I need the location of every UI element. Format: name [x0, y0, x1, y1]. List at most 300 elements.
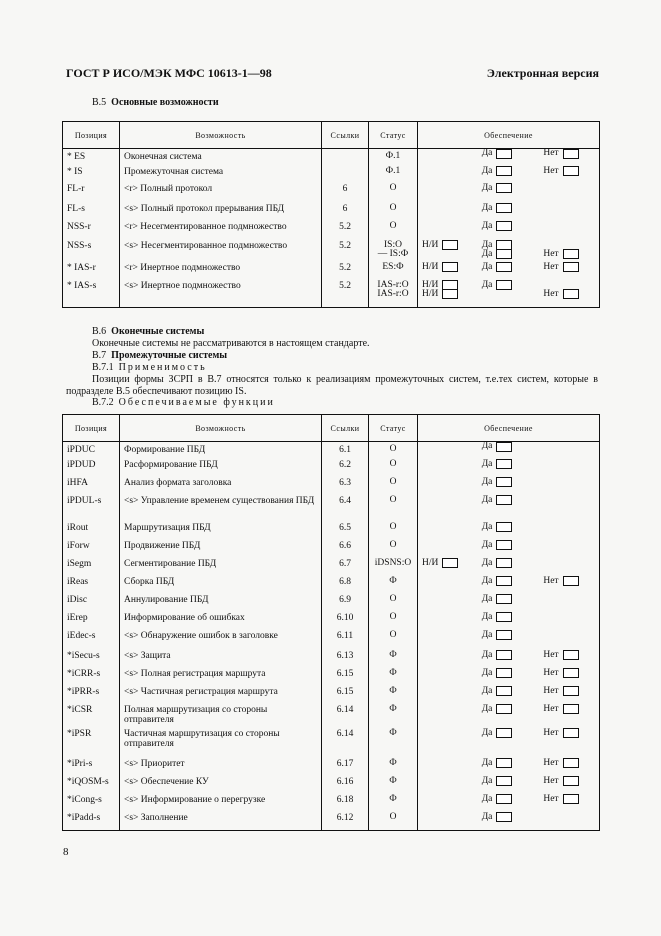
- support-no-line: [543, 222, 599, 231]
- support-na-line: [422, 813, 470, 822]
- support-cell: [418, 281, 600, 308]
- document-header-title: ГОСТ Р ИСО/МЭК МФС 10613-1—98: [66, 66, 272, 80]
- support-no-column: [543, 523, 599, 532]
- support-cell: [418, 613, 600, 631]
- support-yes-line: [482, 795, 544, 804]
- support-no-line: [543, 651, 599, 660]
- support-yes-label: Да: [481, 593, 493, 604]
- support-na-line: [422, 523, 470, 532]
- position-cell: *iPRR-s: [63, 687, 120, 705]
- support-no-line: [543, 669, 599, 678]
- support-yes-line: [482, 613, 544, 622]
- support-na-column: [418, 460, 470, 469]
- support-no-column: [543, 559, 599, 568]
- support-cell: [418, 795, 600, 813]
- support-yes-column: [470, 541, 544, 550]
- reference-cell: 6.7: [322, 559, 369, 577]
- support-yes-column: [470, 460, 544, 469]
- support-yes-checkbox[interactable]: [496, 540, 512, 550]
- reference-cell: 6.8: [322, 577, 369, 595]
- status-cell: [369, 613, 418, 631]
- support-group: [418, 729, 599, 738]
- status-cell: [369, 577, 418, 595]
- support-na-label: Н/И: [422, 288, 439, 299]
- support-yes-line: [482, 541, 544, 550]
- support-yes-column: [470, 496, 544, 505]
- support-no-checkbox[interactable]: [563, 758, 579, 768]
- support-na-column: [418, 241, 470, 259]
- support-yes-label: Да: [481, 667, 493, 678]
- support-yes-column: [470, 167, 544, 176]
- table-row: [63, 759, 600, 777]
- section-b6-number: В.6: [92, 326, 107, 337]
- support-yes-line: [482, 595, 544, 604]
- support-yes-checkbox[interactable]: [496, 576, 512, 586]
- section-b6-text: Оконечные системы не рассматриваются в настоящем стандарте.: [92, 338, 370, 349]
- support-no-column: [543, 669, 599, 678]
- support-group: [418, 478, 599, 487]
- capability-cell: Сборка ПБД: [120, 577, 322, 595]
- status-line: ES:Ф: [382, 261, 404, 272]
- support-yes-label: Да: [481, 811, 493, 822]
- support-yes-checkbox[interactable]: [496, 704, 512, 714]
- support-group: [418, 281, 599, 299]
- support-group: [418, 631, 599, 640]
- support-yes-column: [470, 263, 544, 272]
- support-na-line: [422, 167, 470, 176]
- reference-cell: 5.2: [322, 222, 369, 241]
- support-na-line: [422, 442, 470, 451]
- support-no-label: Нет: [543, 757, 559, 768]
- support-no-checkbox[interactable]: [563, 704, 579, 714]
- status-line: О: [389, 593, 397, 604]
- support-na-column: [418, 651, 470, 660]
- support-cell: [418, 167, 600, 184]
- status-line: Ф: [389, 685, 397, 696]
- status-cell: [369, 241, 418, 263]
- table-row: [63, 204, 600, 222]
- support-no-checkbox[interactable]: [563, 289, 579, 299]
- support-group: [418, 460, 599, 469]
- position-cell: *iPSR: [63, 729, 120, 759]
- position-cell: FL-r: [63, 184, 120, 204]
- support-group: [418, 149, 599, 158]
- table-row: [63, 281, 600, 308]
- support-group: [418, 687, 599, 696]
- support-yes-label: Да: [481, 476, 493, 487]
- capability-cell: <s> Инертное подмножество: [120, 281, 322, 308]
- support-cell: [418, 631, 600, 651]
- support-yes-line: [482, 184, 544, 193]
- support-no-line: [543, 167, 599, 176]
- status-cell: [369, 729, 418, 759]
- position-cell: * IAS-s: [63, 281, 120, 308]
- support-no-checkbox[interactable]: [563, 686, 579, 696]
- support-yes-column: [470, 559, 544, 568]
- capability-cell: Аннулирование ПБД: [120, 595, 322, 613]
- status-cell: [369, 541, 418, 559]
- capability-cell: <r> Несегментированное подмножество: [120, 222, 322, 241]
- support-na-label: Н/И: [422, 557, 439, 568]
- col-header-status: Статус: [369, 122, 418, 149]
- support-yes-line: [482, 559, 544, 568]
- support-cell: [418, 478, 600, 496]
- support-no-checkbox[interactable]: [563, 262, 579, 272]
- support-na-checkbox[interactable]: [442, 289, 458, 299]
- support-no-label: Нет: [543, 649, 559, 660]
- support-yes-checkbox[interactable]: [496, 650, 512, 660]
- support-yes-label: Да: [481, 261, 493, 272]
- reference-cell: 5.2: [322, 241, 369, 263]
- support-yes-label: Да: [481, 165, 493, 176]
- reference-cell: 6.11: [322, 631, 369, 651]
- support-yes-line: [482, 523, 544, 532]
- support-yes-checkbox[interactable]: [496, 668, 512, 678]
- support-na-column: [418, 204, 470, 213]
- support-no-column: [543, 777, 599, 786]
- support-yes-line: [482, 478, 544, 487]
- support-yes-checkbox[interactable]: [496, 558, 512, 568]
- capability-cell: <s> Полная регистрация маршрута: [120, 669, 322, 687]
- support-yes-checkbox[interactable]: [496, 262, 512, 272]
- support-na-column: [418, 613, 470, 622]
- position-cell: *iPadd-s: [63, 813, 120, 831]
- support-yes-line: [482, 759, 544, 768]
- support-no-line: [543, 290, 599, 299]
- capability-cell: <s> Несегментированное подмножество: [120, 241, 322, 263]
- status-line: Ф: [389, 793, 397, 804]
- support-yes-column: [470, 613, 544, 622]
- support-no-checkbox[interactable]: [563, 166, 579, 176]
- support-yes-checkbox[interactable]: [496, 203, 512, 213]
- col-header-references: Ссылки: [322, 415, 369, 442]
- status-cell: [369, 167, 418, 184]
- support-na-column: [418, 669, 470, 678]
- support-no-checkbox[interactable]: [563, 249, 579, 259]
- table-row: [63, 222, 600, 241]
- status-line: О: [389, 521, 397, 532]
- support-na-column: [418, 167, 470, 176]
- support-yes-label: Да: [481, 727, 493, 738]
- capability-cell: <s> Полный протокол прерывания ПБД: [120, 204, 322, 222]
- support-yes-checkbox[interactable]: [496, 776, 512, 786]
- support-yes-checkbox[interactable]: [496, 728, 512, 738]
- support-yes-line: [482, 777, 544, 786]
- support-cell: [418, 222, 600, 241]
- support-no-column: [543, 442, 599, 451]
- section-b71-title: Применимость: [118, 362, 207, 373]
- support-na-checkbox[interactable]: [442, 262, 458, 272]
- support-na-column: [418, 577, 470, 586]
- support-no-line: [543, 729, 599, 738]
- status-line: IAS-r:O: [377, 288, 409, 299]
- status-cell: [369, 559, 418, 577]
- status-line: IS:O: [384, 239, 402, 250]
- support-no-label: Нет: [543, 775, 559, 786]
- capability-cell: <s> Заполнение: [120, 813, 322, 831]
- support-yes-checkbox[interactable]: [496, 794, 512, 804]
- reference-cell: 6.17: [322, 759, 369, 777]
- support-group: [418, 222, 599, 231]
- position-cell: NSS-r: [63, 222, 120, 241]
- section-b5-number: В.5: [92, 97, 107, 108]
- col-header-position: Позиция: [63, 122, 120, 149]
- support-yes-label: Да: [481, 575, 493, 586]
- table-row: [63, 613, 600, 631]
- table-row: [63, 777, 600, 795]
- support-group: [418, 241, 599, 259]
- support-yes-line: [482, 281, 544, 290]
- support-group: [418, 559, 599, 568]
- support-na-line: [422, 687, 470, 696]
- section-b7-title: Промежуточные системы: [111, 350, 228, 361]
- support-no-column: [543, 595, 599, 604]
- support-yes-label: Да: [481, 685, 493, 696]
- support-no-label: Нет: [543, 793, 559, 804]
- support-yes-checkbox[interactable]: [496, 594, 512, 604]
- col-header-support: Обеспечение: [418, 415, 600, 442]
- support-no-line: [543, 759, 599, 768]
- section-b7-number: В.7: [92, 350, 107, 361]
- position-cell: iErep: [63, 613, 120, 631]
- support-no-line: [543, 496, 599, 505]
- capability-cell: <s> Управление временем существования ПБД: [120, 496, 322, 523]
- support-no-line: [543, 577, 599, 586]
- support-no-line: [543, 559, 599, 568]
- support-yes-checkbox[interactable]: [496, 149, 512, 159]
- support-no-column: [543, 687, 599, 696]
- support-yes-line: [482, 577, 544, 586]
- support-no-column: [543, 222, 599, 231]
- support-yes-column: [470, 777, 544, 786]
- table-row: [63, 795, 600, 813]
- support-yes-column: [470, 631, 544, 640]
- support-no-column: [543, 167, 599, 176]
- support-na-column: [418, 777, 470, 786]
- position-cell: iPDUD: [63, 460, 120, 478]
- support-group: [418, 813, 599, 822]
- document-header-version: Электронная версия: [486, 66, 599, 80]
- support-na-column: [418, 631, 470, 640]
- support-na-column: [418, 281, 470, 299]
- capability-cell: <s> Защита: [120, 651, 322, 669]
- support-yes-checkbox[interactable]: [496, 812, 512, 822]
- support-group: [418, 442, 599, 451]
- support-no-line: [543, 478, 599, 487]
- capability-cell: Формирование ПБД: [120, 442, 322, 460]
- support-yes-checkbox[interactable]: [496, 686, 512, 696]
- support-yes-column: [470, 523, 544, 532]
- section-b6-heading: [92, 326, 204, 337]
- support-yes-checkbox[interactable]: [496, 249, 512, 259]
- support-yes-checkbox[interactable]: [496, 630, 512, 640]
- position-cell: iRout: [63, 523, 120, 541]
- reference-cell: 6.6: [322, 541, 369, 559]
- support-yes-column: [470, 149, 544, 158]
- support-no-checkbox[interactable]: [563, 794, 579, 804]
- capability-cell: <r> Полный протокол: [120, 184, 322, 204]
- table-row: [63, 184, 600, 204]
- reference-cell: 6.5: [322, 523, 369, 541]
- support-no-column: [543, 478, 599, 487]
- support-group: [418, 204, 599, 213]
- reference-cell: 6.1: [322, 442, 369, 460]
- capability-cell: Информирование об ошибках: [120, 613, 322, 631]
- support-yes-checkbox[interactable]: [496, 459, 512, 469]
- support-no-label: Нет: [543, 727, 559, 738]
- support-yes-label: Да: [481, 279, 493, 290]
- reference-cell: 6.14: [322, 729, 369, 759]
- support-na-line: [422, 651, 470, 660]
- col-header-references: Ссылки: [322, 122, 369, 149]
- support-no-checkbox[interactable]: [563, 149, 579, 159]
- support-no-checkbox[interactable]: [563, 668, 579, 678]
- support-yes-checkbox[interactable]: [496, 612, 512, 622]
- support-no-label: Нет: [543, 703, 559, 714]
- support-group: [418, 613, 599, 622]
- support-na-line: [422, 496, 470, 505]
- support-no-line: [543, 705, 599, 714]
- support-group: [418, 705, 599, 714]
- support-na-line: [422, 729, 470, 738]
- support-na-column: [418, 813, 470, 822]
- support-na-line: [422, 613, 470, 622]
- support-no-column: [543, 651, 599, 660]
- support-na-line: [422, 631, 470, 640]
- position-cell: *iPri-s: [63, 759, 120, 777]
- support-na-line: [422, 204, 470, 213]
- position-cell: iPDUL-s: [63, 496, 120, 523]
- status-cell: [369, 705, 418, 729]
- position-cell: *iSecu-s: [63, 651, 120, 669]
- support-no-label: Нет: [543, 148, 559, 158]
- position-cell: iEdec-s: [63, 631, 120, 651]
- table-row: [63, 651, 600, 669]
- status-cell: [369, 631, 418, 651]
- support-na-column: [418, 705, 470, 714]
- support-no-checkbox[interactable]: [563, 576, 579, 586]
- status-cell: [369, 442, 418, 460]
- support-na-line: [422, 705, 470, 714]
- support-yes-checkbox[interactable]: [496, 477, 512, 487]
- reference-cell: 6.18: [322, 795, 369, 813]
- support-yes-checkbox[interactable]: [496, 442, 512, 452]
- section-b5-heading: [92, 97, 219, 108]
- support-na-column: [418, 184, 470, 193]
- support-yes-label: Да: [481, 521, 493, 532]
- support-no-checkbox[interactable]: [563, 776, 579, 786]
- status-cell: [369, 813, 418, 831]
- support-yes-line: [482, 729, 544, 738]
- support-na-label: Н/И: [422, 261, 439, 272]
- position-cell: * IAS-r: [63, 263, 120, 281]
- support-na-column: [418, 442, 470, 451]
- support-yes-line: [482, 496, 544, 505]
- support-na-column: [418, 729, 470, 738]
- support-no-line: [543, 541, 599, 550]
- status-cell: [369, 222, 418, 241]
- support-yes-checkbox[interactable]: [496, 758, 512, 768]
- support-no-checkbox[interactable]: [563, 728, 579, 738]
- reference-cell: 6.10: [322, 613, 369, 631]
- support-yes-checkbox[interactable]: [496, 522, 512, 532]
- position-cell: iForw: [63, 541, 120, 559]
- page-number: 8: [63, 846, 69, 858]
- support-na-checkbox[interactable]: [442, 240, 458, 250]
- capability-cell: <s> Частичная регистрация маршрута: [120, 687, 322, 705]
- support-yes-label: Да: [481, 441, 493, 451]
- table-row: [63, 669, 600, 687]
- support-no-column: [543, 149, 599, 158]
- status-cell: [369, 204, 418, 222]
- support-na-line: [422, 250, 470, 259]
- table-row: [63, 496, 600, 523]
- support-no-column: [543, 496, 599, 505]
- support-na-line: [422, 184, 470, 193]
- support-na-line: [422, 541, 470, 550]
- support-na-column: [418, 559, 470, 568]
- support-yes-column: [470, 577, 544, 586]
- support-cell: [418, 523, 600, 541]
- support-group: [418, 669, 599, 678]
- status-line: О: [389, 220, 397, 231]
- status-line: О: [389, 476, 397, 487]
- status-cell: [369, 651, 418, 669]
- support-no-checkbox[interactable]: [563, 650, 579, 660]
- status-line: Ф.1: [385, 151, 401, 161]
- support-no-column: [543, 759, 599, 768]
- support-no-label: Нет: [543, 248, 559, 259]
- support-cell: [418, 651, 600, 669]
- reference-cell: 6.2: [322, 460, 369, 478]
- support-yes-checkbox[interactable]: [496, 495, 512, 505]
- support-na-line: [422, 478, 470, 487]
- support-na-column: [418, 687, 470, 696]
- support-cell: [418, 759, 600, 777]
- support-na-column: [418, 222, 470, 231]
- capability-cell: Частичная маршрутизация со стороны отправителя: [120, 729, 322, 759]
- support-yes-checkbox[interactable]: [496, 280, 512, 290]
- status-line: Ф: [389, 703, 397, 714]
- status-line: О: [389, 202, 397, 213]
- status-cell: [369, 460, 418, 478]
- support-no-column: [543, 263, 599, 272]
- support-cell: [418, 669, 600, 687]
- support-yes-checkbox[interactable]: [496, 221, 512, 231]
- support-yes-label: Да: [481, 148, 493, 158]
- section-b71-number: В.7.1: [92, 362, 114, 373]
- position-cell: *iCSR: [63, 705, 120, 729]
- capability-cell: <s> Информирование о перегрузке: [120, 795, 322, 813]
- section-b71-text: Позиции формы ЗСРП в В.7 относятся только к реализациям промежуточных систем, т.е.тех систем, которые в подразделе В.5 обеспечивают позицию IS.: [66, 374, 598, 397]
- reference-cell: [322, 167, 369, 184]
- support-na-checkbox[interactable]: [442, 558, 458, 568]
- status-line: О: [389, 444, 397, 454]
- support-yes-checkbox[interactable]: [496, 183, 512, 193]
- status-line: Ф.1: [385, 165, 401, 176]
- support-na-line: [422, 777, 470, 786]
- reference-cell: 6.16: [322, 777, 369, 795]
- support-yes-column: [470, 795, 544, 804]
- support-no-line: [543, 777, 599, 786]
- support-no-column: [543, 705, 599, 714]
- support-yes-column: [470, 241, 544, 259]
- support-yes-checkbox[interactable]: [496, 166, 512, 176]
- status-line: О: [389, 611, 397, 622]
- support-group: [418, 541, 599, 550]
- capability-cell: Промежуточная система: [120, 167, 322, 184]
- support-na-column: [418, 759, 470, 768]
